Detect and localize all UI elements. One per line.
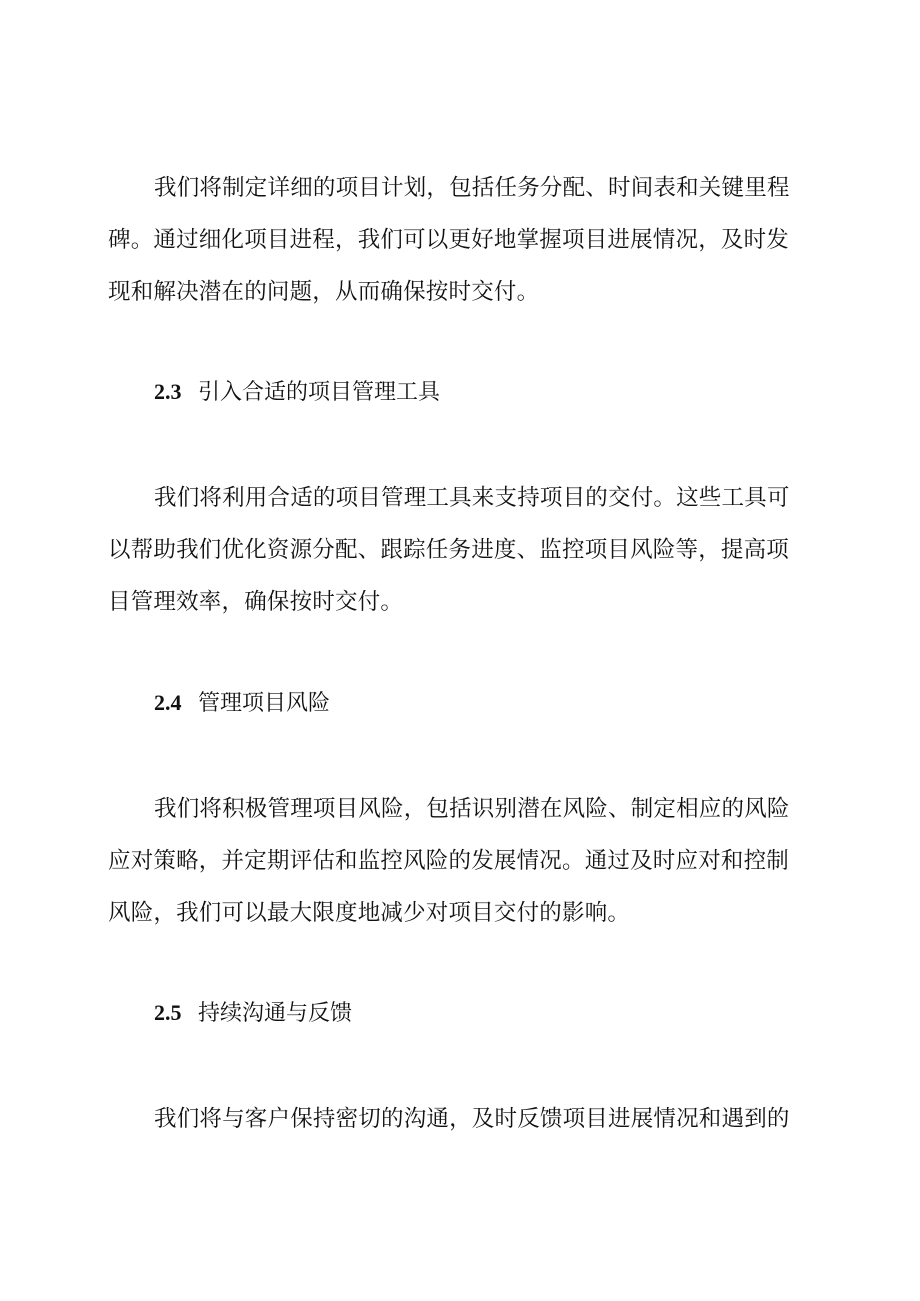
section-number: 2.5: [154, 1000, 182, 1025]
paragraph-line: 目管理效率，确保按时交付。: [108, 589, 404, 615]
section-number: 2.4: [154, 690, 182, 715]
section-title: 持续沟通与反馈: [198, 1001, 353, 1026]
paragraph-line: 现和解决潜在的问题，从而确保按时交付。: [108, 279, 540, 305]
paragraph-line: 我们将制定详细的项目计划，包括任务分配、时间表和关键里程: [154, 175, 790, 201]
section-heading-2-5: [154, 998, 352, 1029]
section-number: 2.3: [154, 379, 182, 404]
section-title: 管理项目风险: [198, 691, 331, 716]
paragraph-line: 我们将利用合适的项目管理工具来支持项目的交付。这些工具可: [154, 485, 790, 511]
paragraph-line: 我们将积极管理项目风险，包括识别潜在风险、制定相应的风险: [154, 796, 790, 822]
section-heading-2-3: [154, 377, 440, 408]
paragraph-risk-management: [108, 783, 808, 939]
paragraph-project-plan: [108, 162, 808, 318]
section-title: 引入合适的项目管理工具: [198, 380, 441, 405]
paragraph-line: 我们将与客户保持密切的沟通，及时反馈项目进展情况和遇到的: [154, 1106, 790, 1132]
paragraph-line: 碑。通过细化项目进程，我们可以更好地掌握项目进展情况，及时发: [108, 227, 790, 253]
paragraph-line: 风险，我们可以最大限度地减少对项目交付的影响。: [108, 900, 631, 926]
paragraph-project-tools: [108, 472, 808, 628]
paragraph-communication: [108, 1093, 808, 1145]
paragraph-line: 应对策略，并定期评估和监控风险的发展情况。通过及时应对和控制: [108, 848, 790, 874]
paragraph-line: 以帮助我们优化资源分配、跟踪任务进度、监控项目风险等，提高项: [108, 537, 790, 563]
section-heading-2-4: [154, 688, 330, 719]
